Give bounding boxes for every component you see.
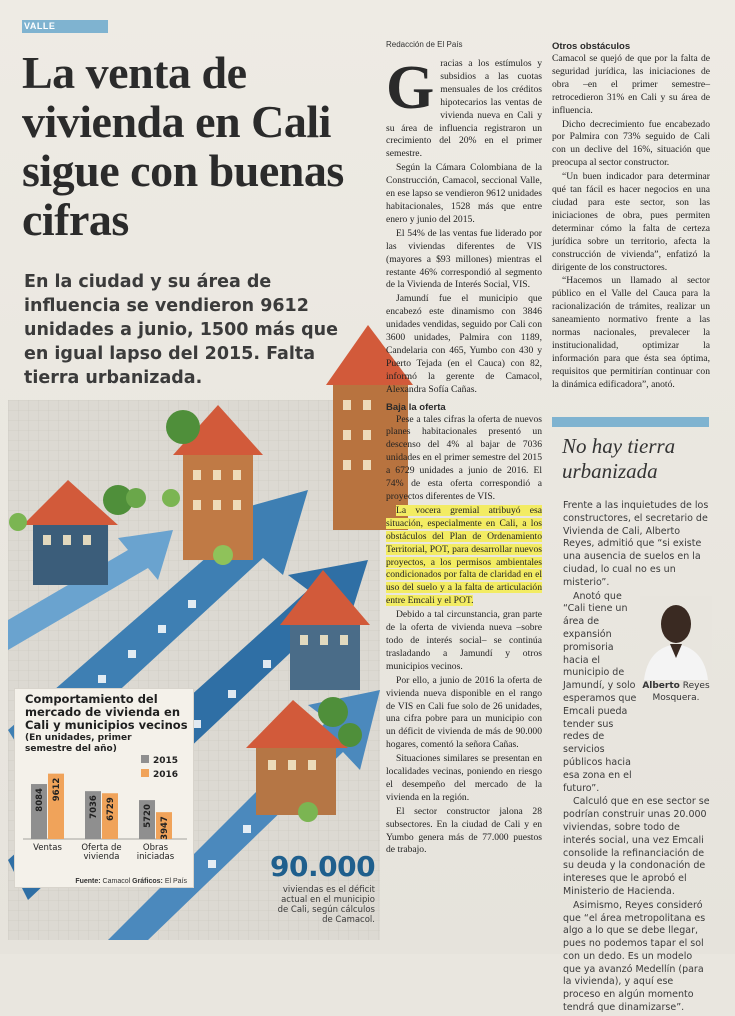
chart-title: Comportamiento del mercado de vivienda en Cali y municipios vecinos [25,692,188,732]
article-column-1 [386,54,542,858]
graphics-label: Gráficos: [132,878,163,885]
paragraph: El sector constructor jalona 28 subsectores. En la ciudad de Cali y en Yumbo genera más de 77.000 puestos de trabajo. [386,805,542,856]
paragraph: Camacol se quejó de que por la falta de seguridad jurídica, las iniciaciones de obra –en el primer semestre– retrocedieron 31% en Cali y su área de influencia. [552,53,710,116]
category-label: Oferta de [81,843,122,853]
section-tag [22,20,108,33]
byline: Redacción de El País [386,40,463,49]
photo-name: Alberto [642,681,680,691]
paragraph: Anotó que “Cali tiene un área de expansión promisoria hacia el municipio de Jamundí, y solo esperamos que Emcali pueda tender sus redes de servicios públicos hacia esa zona en el futuro”. [563,590,637,794]
portrait-photo [640,596,712,680]
paragraph: “Hacemos un llamado al sector público en el Valle del Cauca para la racionalización de trámites, realizar un saneamiento normativo frente a las normas nacionales, prevalecer la institucionalidad, optimizar la información para que ésta sea óptima, requisitos que permitirían continuar con la dinámica edificadora”, anotó. [552,275,710,390]
data-label: 7036 [89,795,99,819]
paragraph: Frente a las inquietudes de los constructores, el secretario de Vivienda de Cali, Alberto Reyes, admitió que “si existe una ausencia de suelos en la ciudad, lo cual no es un misterio”. [563,500,709,588]
source-value: Camacol [102,878,131,885]
data-label: 9612 [52,777,62,802]
category-label: Ventas [33,843,62,853]
source-label: Fuente: [75,878,101,885]
paragraph: Pese a tales cifras la oferta de nuevos planes habitacionales presentó un descenso del 4% al bajar de 7036 unidades en el primer semestre del 2015 a 6729 unidades a junio de 2016. El 74% de esta oferta correspondió a proyectos diferentes de VIS. [386,413,542,502]
category-label: vivienda [83,852,120,862]
stat-caption: viviendas es el déficit actual en el municipio de Cali, según cálculos de Camacol. [277,885,375,925]
paragraph: Asimismo, Reyes consideró que “el área metropolitana es algo a lo que se debe llegar, pues no podemos tapar el sol con un dedo. Es un modelo que ya avanzó Medellín (para la vivienda), y aquí ese proceso en algún momento tendrá que dinamizarse”. [563,899,706,1014]
legend-label: 2015 [153,756,179,766]
chart-box [14,688,194,888]
sidebar-accent-bar [552,417,709,427]
big-stat: 90.000 [270,850,376,883]
headline: La venta de vivienda en Cali sigue con buenas cifras [22,47,344,245]
sidebar-text [563,500,713,1016]
paragraph: Jamundí fue el municipio que encabezó este dinamismo con 3846 unidades vendidas, seguido por Cali con 3600 unidades, Palmira con 1189, Candelaria con 465, Yumbo con 430 y Puerto Tejada (en el Cauca) con 82, informó la gerente de Camacol, Alexandra Sofía Cañas. [386,293,542,395]
legend-swatch [141,769,149,777]
drop-cap: G [386,54,435,122]
paragraph: Situaciones similares se presentan en localidades vecinas, poniendo en riesgo el desempeño del mercado de la vivienda en la región. [386,753,542,803]
paragraph: Por ello, a junio de 2016 la oferta de vivienda nueva disponible en el rango de VIS en Cali fue solo de 26 unidades, una cifra pobre para un municipio con un déficit de vivienda de más de 90.000 hogares, comentó la señora Cañas. [386,674,542,751]
sidebar-title: No hay tierra urbanizada [562,434,676,483]
paragraph: Dicho decrecimiento fue encabezado por Palmira con 73% seguido de Cali con un declive del 16%, situación que preocupa al sector constructor. [552,118,710,169]
data-label: 5720 [143,804,153,828]
chart-source [75,878,187,885]
photo-surname: Reyes Mosquera. [652,681,710,703]
subtitle-baja-oferta: Baja la oferta [386,401,446,413]
data-label: 6729 [106,797,116,821]
category-label: Obras [142,843,169,853]
paragraph: racias a los estímulos y subsidios a las cuotas mensuales de los créditos hipotecarios las ventas de vivienda nueva en Cali y su área de influencia registraron un crecimiento del 20% en el primer semestre. [386,58,542,160]
article-column-2 [552,40,710,393]
chart-note: (En unidades, primer semestre del año) [25,733,132,754]
legend-label: 2016 [153,770,179,780]
highlight: La vocera gremial atribuyó esa situación, especialmente en Cali, a los obstáculos del Plan de Ordenamiento Territorial, POT, para desarrollar nuevos proyectos, a los permisos ambientales condicionados por falta de claridad en el uso del suelo y a la falta de articulación entre Emcali y el POT. [386,504,542,607]
highlighted-paragraph [386,505,542,608]
data-label: 8084 [35,788,45,812]
graphics-value: El País [164,878,187,885]
paragraph: El 54% de las ventas fue liderado por las viviendas diferentes de VIS (mayores a $93 millones) mientras el restante 46% correspondió al segmento de la Vivienda de Interés Social, VIS. [386,227,542,291]
paragraph: Según la Cámara Colombiana de la Construcción, Camacol, seccional Valle, en ese lapso se vendieron 9612 unidades habitacionales, 1528 más que entre enero y junio del 2015. [386,162,542,225]
paragraph: “Un buen indicador para determinar qué tan fácil es hacer negocios en una ciudad para este sector, son las iniciaciones de obra, pues permiten determinar cómo la falta de certeza jurídica sobre un territorio, afecta la construcción de vivienda”, enfatizó la dirigente de los constructores. [552,171,710,273]
data-label: 3947 [160,816,170,840]
bar-chart [15,755,195,875]
paragraph: Calculó que en ese sector se podrían construir unas 20.000 viviendas, sobre todo de interés social, una vez Emcali consolide la refinanciación de su deuda y la condonación de intereses que le aprobó el Ministerio de Hacienda. [563,796,710,897]
paragraph: Debido a tal circunstancia, gran parte de la oferta de vivienda nueva –sobre todo de interés social– se continúa trasladando a Jamundí y otros municipios vecinos. [386,609,542,672]
category-label: iniciadas [136,852,175,862]
subtitle-otros-obstaculos: Otros obstáculos [552,41,631,52]
subheadline: En la ciudad y su área de influencia se vendieron 9612 unidades a junio, 1500 más que en igual lapso del 2015. Falta tierra urbanizada. [24,272,338,388]
photo-caption [640,680,712,704]
legend-swatch [141,755,149,763]
section-label: VALLE [24,21,56,31]
